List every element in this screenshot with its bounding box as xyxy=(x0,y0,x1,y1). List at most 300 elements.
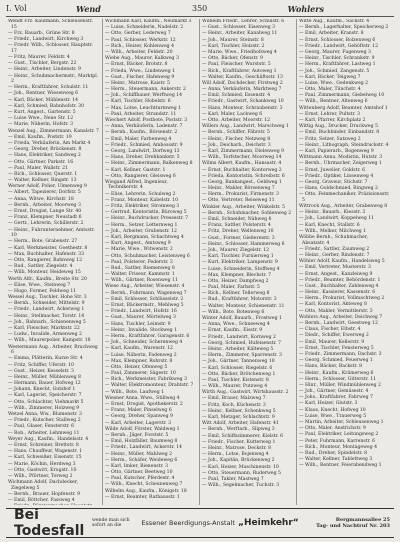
directory-entry: — Otto, Heizer, Ofenweg 5 xyxy=(105,364,168,370)
directory-entry: — Marie, Wwe., Friedhofsweg 4 xyxy=(202,49,277,55)
directory-entry: — Paul, Schlosser, Werkstr. 12 xyxy=(105,37,176,43)
directory-entry: — Max, Klempner, Blechstr. 7 xyxy=(202,272,272,278)
directory-entry: — Hans, Dreher, Drehbankstr. 5 xyxy=(105,155,180,161)
directory-entry: — Otto, Rangierer, Bahnweg 12 xyxy=(8,257,83,263)
directory-entry: — Heinr., Makler, Börsenweg 7 xyxy=(202,186,275,192)
directory-entry: — Ernst, Drogist, Lange Str. 40 xyxy=(8,209,82,215)
directory-entry: — Gust., Schlosser, Eisenweg 3 xyxy=(202,25,276,31)
directory-entry: — Karl, Bäcker, Mühlenstr. 14 xyxy=(8,97,79,103)
directory-entry: — Herm., Zimmerer, Sparrenstr. 3 xyxy=(202,353,282,359)
directory-entry: Wilhelm Friedr., Lehrer, Schulstr. 6 xyxy=(202,19,285,24)
directory-entry: — Ernst, Schlosser, Bolzenweg 6 xyxy=(299,37,376,43)
directory-entry: — Ernst, Lehrer, Pultstr. 3 xyxy=(299,111,361,117)
directory-entry: — Herm., Schlosser, Gitterstr. 11 xyxy=(299,376,377,382)
directory-entry: — Friedr., Landwirt, Ackerweg 1 xyxy=(8,307,85,313)
header-last-entry: Wohlers xyxy=(287,4,324,14)
directory-entry: Wirth Aug., Gastwirt, Wirtshausstr. 2 xyxy=(202,390,289,396)
directory-entry: — Anna, Witwe, Kirchstr. 18 xyxy=(8,196,74,202)
directory-entry: — Marie, Köchin, Herdweg 3 xyxy=(8,461,76,467)
directory-entry: — Herm., Schäfer, Weideweg 6 xyxy=(105,457,178,463)
directory-entry: — Wilh., Arbeiter, Feldstr. 20 xyxy=(105,49,173,55)
directory-entry: — Heinr., Stellmacher, Torstr. 14 xyxy=(8,313,85,319)
page-header xyxy=(6,3,394,15)
directory-entry: — Claus, Fischer, Elbstr. 4 xyxy=(299,327,361,333)
directory-entry: — Heinr., Müller, Mühlenweg 8 xyxy=(8,374,81,380)
directory-entry: — Friedr., Sattler, Zaumweg 2 xyxy=(299,246,370,252)
directory-entry: — Ernst, Bäcker, Brotstr. 8 xyxy=(105,62,168,68)
directory-entry: — Heinr., Bauarb., Kiesstr. 3 xyxy=(299,210,366,216)
directory-entry: — Heinr., Zimmermann, Balkenweg 8 xyxy=(105,161,193,167)
directory-entry: — Fritz, Koch, Küchenstr. 3 xyxy=(202,402,266,408)
directory-entry: — Bernh., Fuhrmann, Wagenweg 7 xyxy=(105,290,187,296)
column-1 xyxy=(6,19,103,505)
directory-entry: — Wilh., Segelmacher, Tuchstr. 3 xyxy=(202,483,280,489)
directory-entry: — Karl, Kontorist, Akteweg 8 xyxy=(299,302,367,308)
directory-entry: Wittrock Aug., Arbeiter, Grabenweg 8 xyxy=(299,204,388,210)
directory-entry: — Max, Buchhalter, Hafenstr. 33 xyxy=(8,251,84,257)
directory-entry: — Heinr., Matrose, Deckstr. 8 xyxy=(202,445,272,451)
directory-entry: — Karl, Fleischer, Marktstr. 22 xyxy=(8,326,80,331)
directory-entry: — Georg, Dreher, Brückenstr. 8 xyxy=(8,147,82,153)
directory-entry: — Karl, Zimmermann, Dielenweg 9 xyxy=(202,148,285,154)
directory-entry: — Otto, Heizer, Dampfweg 2 xyxy=(202,278,269,284)
directory-entry: Wilde Adolf, Förster, Waldweg 1 xyxy=(105,426,180,432)
directory-entry: — Friedr., Fischer, Kutterweg 1 xyxy=(202,439,276,445)
directory-entry: — Joh., Deicharb., Deichstr. 3 xyxy=(202,142,271,148)
directory-entry: — Paul, Zimmermann, Giebelweg 10 xyxy=(299,93,385,99)
directory-entry: — Wilh., Rentner, Feierabendweg 1 xyxy=(299,463,382,469)
directory-entry: — Hans, Monteur, Schraubenstr. 3 xyxy=(202,105,283,111)
directory-entry: — Wilh., Gärtner, Rosenweg 11 xyxy=(105,278,178,284)
directory-entry: — Herm., Kraftfahrer, Garagenstr. 6 xyxy=(105,333,190,339)
directory-entry: — Heinr., Arbeiter, Kanalweg 11 xyxy=(202,31,278,37)
directory-entry: — Friedr. Wilh., Schlosser, Hauptstr. 17 xyxy=(8,43,93,54)
directory-entry: — Gust., Buchhalter, Zahlenweg 4 xyxy=(299,283,379,289)
directory-entry: — Anna, Verkäuferin, Ladenstr. 7 xyxy=(105,124,183,130)
ad-small-line: wende man sich xyxy=(92,517,130,523)
directory-entry: — Walter, Kaufm., Geschäftsstr. 13 xyxy=(202,74,283,80)
directory-entry: — Frieda, Verkäuferin, Am Markt 4 xyxy=(8,140,91,146)
directory-entry: Wittig Aug., Drucker, Druckweg 5 xyxy=(299,124,378,130)
directory-entry: — Friedr., Zimmermann, Dachstr. 3 xyxy=(299,351,382,357)
directory-entry: — Joh., Landwirt, Koppelweg 11 xyxy=(299,216,375,222)
directory-entry: — Otto, Maler, Tünchstr. 4 xyxy=(299,87,361,93)
directory-entry: — Wilh., Bote, Botenweg 6 xyxy=(202,309,265,315)
directory-entry: — Friedr., Landwirt, Gehöftstr. 12 xyxy=(299,43,379,49)
directory-entry: Wichmann Adolf, Dachdecker, Ziegelweg 5 xyxy=(8,480,78,491)
directory-entry: — Fritz, Setzer, Satzweg 2 xyxy=(299,136,361,142)
directory-entry: — Bernh., Lagerhalter, Speicherweg 2 xyxy=(299,25,389,31)
directory-entry: Wittmann Anna, Modistin, Hutstr. 3 xyxy=(299,155,383,161)
directory-entry: Wendt Frz. Kaufmann, Schleusenstr. 15 xyxy=(8,19,93,30)
directory-entry: — Luise, Wwe., Gedenkweg 2 xyxy=(299,80,369,86)
directory-entry: — Paul, Tischler, Kistenstr. 8 xyxy=(202,377,269,383)
directory-entry: — Emil, Vertreter, Musterstr. 3 xyxy=(299,265,371,271)
directory-entry: — Gust., Maurer, Mörtelweg 3 xyxy=(105,315,176,321)
directory-entry: Willers Aug., Landwirt, Marschweg 1 xyxy=(202,124,289,130)
directory-entry: — Ernst, Kaufm., Eisstr. 9 xyxy=(202,328,263,334)
directory-entry: — Marie, Näherin, Hofstr. 3 xyxy=(8,122,73,128)
directory-entry: — Hans, Tischler, Leimstr. 9 xyxy=(105,321,171,327)
directory-entry: — Heinr., Lithograph, Steindruckstr. 4 xyxy=(299,142,389,148)
directory-entry: — Heinr., Buchdrucker, Pressestr. 7 xyxy=(105,216,189,222)
directory-entry: — Elise, Wwe., Steinweg 7 xyxy=(8,282,71,288)
directory-entry: — Georg, Schmied, Hufeisenstr. 7 xyxy=(202,340,281,346)
directory-entry: — Fritz, Schiffer, Uferstr. 10 xyxy=(8,362,74,368)
directory-entry: — Joh., Gärtner, Gemüsestr. 4 xyxy=(299,389,369,395)
directory-entry: Wessel Aug., Tischler, Hohe Str. 3 xyxy=(8,295,87,301)
directory-entry: — Herm., Lotse, Bojenweg 4 xyxy=(202,452,269,458)
directory-entry: — Joh., Rentner, Wiesenweg 6 xyxy=(8,91,79,97)
directory-entry: — Joh., Kapitän, Brückenweg 2 xyxy=(202,458,275,464)
header-first-entry: Wend xyxy=(76,4,101,14)
directory-entry: — Frz. Bauarb., Grüne Str. 8 xyxy=(8,30,75,36)
directory-entry: — Albert, Tapezierer, Dorfstr. 5 xyxy=(8,190,81,196)
directory-entry: Wiegand Alfred, Ingenieur, Technikerstr. 4 xyxy=(105,179,168,191)
directory-entry: — Frieda, Wwe., Lindenweg 1 xyxy=(105,68,176,74)
directory-entry: — Rich., Heizer, Kohlenweg 4 xyxy=(105,43,174,49)
ad-company-type: Essener Beerdigungs-Anstalt xyxy=(141,519,235,527)
directory-entry: Wichmann Karl, Kaufm., Neumarkt 3 xyxy=(105,19,192,24)
directory-entry: — Otto, Vertreter, Reiseweg 11 xyxy=(202,198,275,204)
directory-entry: — Heinr., Müller, Mahlweg 2 xyxy=(105,451,173,457)
directory-entry: — Anna, Wwe., Schneeweg 4 xyxy=(202,322,270,328)
directory-entry: — Ernst, Drogist, Apothekerstr. 2 xyxy=(105,402,183,408)
directory-entry: — Rud., Kraftfahrer, Motorstr. 3 xyxy=(202,297,277,303)
directory-entry: — Gust., Heizer, Kesselstr. 3 xyxy=(8,368,74,374)
directory-entry: — Karl, Metzger, Schlachtstr. 9 xyxy=(202,415,275,420)
directory-entry: — Max, Klempner, Rohrstr. 8 xyxy=(105,358,173,364)
column-4 xyxy=(297,19,394,505)
directory-entry: — Luise Wwe., Neue Str. 12 xyxy=(8,116,74,122)
directory-entry: — Karl, Tischler, Furnierweg 1 xyxy=(202,254,274,260)
directory-entry: Wilms Albert, Kaufm., Hansastr. 4 xyxy=(202,161,282,167)
funeral-advertisement xyxy=(6,508,394,538)
directory-entry: — Karl, Kellner, Gaststr. 1 xyxy=(105,167,166,173)
directory-entry: — Heinr., Invalide, Stockweg 1 xyxy=(105,327,177,333)
directory-entry: — Herm., Steuermann, Ankerstr. 2 xyxy=(105,87,186,93)
directory-entry: — Emil, Schmied, Essenstr. 4 xyxy=(202,93,271,99)
directory-entry: — Heinr., Tischler, Schrankstr. 9 xyxy=(299,56,375,62)
directory-entry: — Gertr., Lehrerin, Schillerstr. 2 xyxy=(8,221,84,227)
directory-entry: — Elise, Lehrerin, Schulweg 2 xyxy=(105,191,176,197)
directory-entry: — Rich., Kraftfahrer, Autoweg 1 xyxy=(202,68,277,74)
directory-entry: — Karl, Maler, Lackweg 6 xyxy=(202,111,263,117)
directory-entry: — Joh., Maurer, Steinstr. 8 xyxy=(202,37,264,43)
directory-entry: — Heinr., Gerber, Rindenstr. 7 xyxy=(299,252,370,258)
directory-entry: — Otto, Gastwirt, Krugstr. 10 xyxy=(8,467,77,473)
directory-entry: — Luise, Wwe., Trauerweg 5 xyxy=(299,413,367,419)
directory-entry: — Rud., Sattler, Riemenweg 8 xyxy=(105,265,175,271)
directory-entry: — Gertrud, Kontoristin, Büroweg 5 xyxy=(105,210,187,216)
column-2 xyxy=(103,19,200,505)
directory-entry: — Franz, Maler, Pinselweg 6 xyxy=(105,408,172,414)
directory-entry: — Karl, Lagerist, Speicherstr. 7 xyxy=(8,393,82,399)
directory-entry: — Otto, Steuermann, Ruderweg 5 xyxy=(202,470,281,476)
directory-entry: — Walter, Kellner, Tablettweg 3 xyxy=(299,457,373,463)
directory-entry: — Heinr., Arbeiter, Kälteweg 5 xyxy=(202,346,274,352)
directory-entry: — Friedr., Optiker, Linsenweg 4 xyxy=(299,173,374,179)
directory-entry: — Franz, Sattler, Polsterstr. 4 xyxy=(202,223,271,229)
directory-entry: — Otto, Gärtner, Beetweg 10 xyxy=(105,470,173,476)
page-number: 350 xyxy=(192,4,208,13)
directory-entry: Witte Aug., Kaufm., Sackstr. 4 xyxy=(299,19,370,24)
directory-entry: — Otto, Arbeiter, Moorstr. 12 xyxy=(202,118,271,123)
directory-entry: — Anna, Verkäuferin, Marktweg 7 xyxy=(202,87,282,93)
ad-company-name: „Heimkehr“ xyxy=(238,518,299,528)
directory-entry: — Ernst, Buchhalter, Kontorweg 2 xyxy=(202,167,282,173)
directory-entry: — Heinr., Fischer, Netzweg 8 xyxy=(202,136,271,142)
directory-entry: — Luise, Schneiderin, Stoffweg 4 xyxy=(202,266,280,272)
directory-entry: — Heinr., Kaufm., Krämerweg 6 xyxy=(299,370,374,376)
directory-entry: — Karl, Werkmeister, Goethestr. 8 xyxy=(8,245,88,251)
directory-entry: — Rud., Sattler, Ziegelstr. 4 xyxy=(8,264,73,270)
directory-entry: — Paul, Elektriker, Leitungsweg 2 xyxy=(299,432,379,438)
directory-entry: — Marie, Wwe., Witwenstr. 2 xyxy=(105,247,173,253)
directory-entry: — Karl, Tischler, Holzstr. 2 xyxy=(202,43,265,49)
directory-entry: — Wilh., Maurer, Putzweg 4 xyxy=(202,384,268,390)
directory-entry: — Willi, Monteur, Heideweg 15 xyxy=(8,270,81,276)
directory-entry: — Fritz, Dreher, Wellenweg 10 xyxy=(202,229,274,235)
directory-entry: — Wilh., Maurerpolier, Kampstr. 18 xyxy=(8,338,91,344)
directory-entry: — Ernst, Tischler, Fensterweg 5 xyxy=(299,345,374,351)
directory-entry: — Emil, Schneider, Nähweg 8 xyxy=(202,217,272,222)
directory-entry: Wilhelm Aug., Kaufm., Königstr. 18 xyxy=(105,488,187,494)
directory-entry: — Herm., Prokurist, Firmenstr. 3 xyxy=(202,192,279,198)
directory-entry: — Paul, Maler, Wallstr. 21 xyxy=(8,165,68,171)
ad-small-text xyxy=(92,518,134,529)
directory-entry: — Wilh., Torfstecher, Moorweg 14 xyxy=(202,155,282,161)
directory-entry: — Walter, Friseur, Kammstr. 1 xyxy=(105,272,175,278)
directory-entry: — Emil, Kaufm., Poststr. 19 xyxy=(8,134,72,140)
directory-entry: — Fritz, Elektriker, Stromweg 3 xyxy=(105,204,180,210)
directory-entry: — Emil, Holzfäller, Baumweg 8 xyxy=(105,439,178,445)
directory-entry: — Klaus, Knecht, Hofweg 10 xyxy=(299,407,366,413)
directory-entry: — Ernst, Juwelier, Goldstr. 6 xyxy=(299,167,365,173)
directory-entry: — Walter, Monteur, Schienenstr. 11 xyxy=(202,303,285,309)
directory-entry: — Heinr., Matrose, Kaistr. 5 xyxy=(105,80,170,86)
directory-entry: — Max, Lotse, Leuchtturmweg 1 xyxy=(105,105,182,111)
directory-entry: — Joh., Gärtner, Tannenweg 10 xyxy=(202,359,275,365)
directory-entry: — Georg, Maurer, Fugenweg 3 xyxy=(299,49,371,55)
header-volume: I. Vol xyxy=(6,4,27,13)
directory-entry: — Hans, Goldschmied, Ringweg 2 xyxy=(299,186,378,192)
directory-entry: Westermann Aug., Arbeiter, Bruchweg 6 xyxy=(8,344,98,356)
directory-entry: Wittenberg Adolf, Beamter, Amtshof 1 xyxy=(299,105,388,111)
directory-entry: Wiechert Adolf, Postbote, Poststr. 3 xyxy=(105,118,188,123)
directory-entry: — Otto, Rangierer, Gleisweg 6 xyxy=(105,173,176,179)
directory-entry: — Ludw., Invalide, Armenweg 2 xyxy=(8,332,82,338)
directory-entry: — Karl, Bergmann, Schachtweg 4 xyxy=(105,234,184,240)
directory-entry: — Bernh., Kaufm., Börsenstr. 2 xyxy=(105,130,178,136)
directory-entry: — Wilh., Pförtner, Torweg 2 xyxy=(8,473,73,479)
directory-entry: — Joh., Maurer, Ziegelstr. 12 xyxy=(202,247,270,253)
directory-entry: — Franz, Monteur, Kabelstr. 10 xyxy=(105,197,178,203)
directory-entry xyxy=(8,504,100,505)
directory-entry: — Hugo, Former, Feldweg 11 xyxy=(8,288,77,294)
directory-entry: Wetzel Anna, Ww., Blumenstr. 3 xyxy=(8,412,82,418)
directory-entry: — Bernh., Schuhmacher, Sohlenweg 2 xyxy=(202,210,292,216)
directory-entry: Wöbbe Bernh., Schuhmacher, Absatzstr. 4 xyxy=(299,234,368,246)
directory-entry: — Bernh., Landwirt, Geestweg 12 xyxy=(299,321,378,326)
directory-entry: Winter Adolf, Bauarb., Frostweg 1 xyxy=(202,316,282,321)
directory-entry: Wöhler Adolf, Kaufm., Handelsweg 5 xyxy=(299,259,385,265)
directory-entry: — Johs., Kraftfahrer, Fahrweg 7 xyxy=(299,395,373,401)
directory-entry: — Ernst, Angest., Kanzleiweg 9 xyxy=(299,271,373,277)
directory-entry: — Heinr., Fuhrunternehmer, Amtsstr. 10 xyxy=(8,227,95,239)
directory-entry: — Otto, Bäcker, Brötchenweg 1 xyxy=(202,371,276,377)
directory-entry: — Hans, Chauffeur, Wagenstr. 1 xyxy=(8,449,83,455)
directory-entry: — Bernh., Schiffer, Fährstr. 5 xyxy=(202,130,270,136)
directory-entry: — Heinr., Schlosser, Hammerweg 6 xyxy=(202,241,285,247)
directory-entry: — Friedr., Landwirt, Kornweg 2 xyxy=(202,334,276,340)
directory-entry: — Karl, Pfarrer, Kirchplatz 2 xyxy=(299,118,366,123)
directory-entry: — Emma, Plätterin, Kurze Str. 4 xyxy=(8,356,83,362)
directory-entry: — Wilh., Rentner, Altenweg 6 xyxy=(299,99,368,105)
directory-entry: — Karl, Schlosser, Riegelstr. 6 xyxy=(202,365,273,371)
directory-entry: — Friedr., Landwirt, Hofstr. 16 xyxy=(105,309,177,315)
directory-entry: — Diedr., Schiffer, Ewerweg 2 xyxy=(299,333,369,339)
directory-entry: — Peter, Fuhrmann, Karrenstr. 6 xyxy=(299,438,376,444)
directory-entry: — Rud., Dreher, Spindelstr. 8 xyxy=(299,450,368,456)
directory-entry: — Luise, Näherin, Fadenweg 2 xyxy=(105,352,177,358)
directory-entry: — Bernh., Arbeiter, Moorweg 3 xyxy=(8,202,81,208)
directory-entry: Wohlers Aug., Arbeiter, Deichweg 7 xyxy=(299,314,383,320)
directory-entry: — Friedr., Landwirt, Kirchweg 3 xyxy=(8,36,84,42)
directory-entry: — Ernst, Beamter, Rathausstr. 1 xyxy=(105,494,180,500)
ad-phone: Tag- und Nachtruf Nr. 203 xyxy=(316,523,390,529)
directory-entry: — Karl, Tischler, Hobelstr. 6 xyxy=(105,99,171,105)
directory-entry: — Wilh., Zimmerer, Holzweg 9 xyxy=(8,405,80,411)
directory-entry: — Hans, Bäcker, Backstr. 8 xyxy=(299,364,363,370)
directory-entry: Werner Adolf, Polier, Ulmenweg 9 xyxy=(8,184,87,190)
directory-entry: — Frieda, Kontoristin, Schreibstr. 6 xyxy=(202,173,285,179)
directory-entry: — Georg, Bankangest., Geldweg 1 xyxy=(202,179,282,185)
directory-entry: — Wilh., Melker, Milchweg 1 xyxy=(299,228,367,234)
directory-entry: — Gust., Former, Gießereistr. 3 xyxy=(202,235,275,241)
directory-entry: — Georg, Schmied, Feuerweg 1 xyxy=(299,358,373,364)
directory-entry: — Joh., Schiffbauer, Werftweg 14 xyxy=(105,93,183,99)
directory-entry: — Emil, Maler, Farbenweg 4 xyxy=(105,136,172,142)
directory-entry: — Bernh., Schneider, Mittelstr. 9 xyxy=(8,301,85,307)
directory-entry: — Ernst, Schreiner, Brettstr. 8 xyxy=(8,442,79,448)
directory-entry: — Karl, Heizer, Glutstr. 3 xyxy=(299,401,358,407)
directory-entry: — Friedr., Landwirt, Ackerstr. 14 xyxy=(105,445,182,451)
directory-entry: — Herm., Kraftfahrer, Lastweg 1 xyxy=(299,62,376,68)
directory-entry: — Walter, Elektromonteur, Drahtstr. 7 xyxy=(105,383,194,389)
directory-entry: — Joh., Schmied, Zangenstr. 5 xyxy=(299,68,370,74)
directory-entry: — Karl, Schweißer, Eisenstr. 15 xyxy=(8,455,82,461)
directory-entry: — Paul, Maler, Farbstr. 5 xyxy=(202,285,260,291)
directory-entry: — Paul, Fleischer, Wurststr. 5 xyxy=(202,62,271,68)
directory-entry: — Joh., Schneider, Scherenweg 4 xyxy=(105,340,183,346)
directory-entry: — Wilh., Knecht, Scheunenweg 7 xyxy=(105,482,183,488)
ad-small-line: sofort an die xyxy=(92,523,122,528)
directory-entry: — Emil, Schlosser, Schlüsselstr. 2 xyxy=(105,296,184,302)
directory-entry: — Wilh., Bote, Laufweg 1 xyxy=(105,389,165,395)
directory-entry: — Rich., Schlosser, Querstr. 1 xyxy=(8,171,78,177)
column-3 xyxy=(200,19,297,505)
directory-entry: — Friedr., Kutscher, Stallweg 2 xyxy=(8,418,81,424)
directory-entry: Wiesner Anna, Wwe., Stillweg 4 xyxy=(105,395,180,401)
directory-entry: — Kurt, Angest., Amtsweg 9 xyxy=(105,241,171,247)
directory-entry: — Friedr., Schmied, Ambossstr. 9 xyxy=(105,142,183,148)
directory-entry: — Otto, Maler, Anstrichstr. 9 xyxy=(299,426,366,432)
directory-entry: — Emil, Brauer, Malzweg 7 xyxy=(202,396,266,402)
directory-entry: — Heinr., Schuhmachermstr., Marktpl. 2 xyxy=(8,73,99,85)
directory-entry: — Heinr., Kellner, Schenkweg 5 xyxy=(202,408,276,414)
directory-entry: — Franz, Klempner, Neustadt 6 xyxy=(8,215,82,221)
directory-entry: Winkler Aug., Arbeiter, Winkelstr. 5 xyxy=(202,204,285,210)
directory-entry: — Emil, Schiffszimmerer, Kielstr. 6 xyxy=(202,433,284,439)
directory-entry: — Friedr., Beamter, Behördenstr. 1 xyxy=(299,277,381,283)
ad-company xyxy=(134,518,306,528)
directory-entry: — Otto, Feinmechaniker, Präzisionsstr. 5 xyxy=(299,192,390,203)
directory-entry: — Otto, Schuhmacher, Leistenweg 6 xyxy=(105,253,190,259)
directory-entry: — Heinr., Arbeiter, Lindenstr. 9 xyxy=(8,67,81,73)
ad-address: Bergmannsallee 25 xyxy=(335,516,390,523)
directory-entry: Wiese Aug., Arbeiter, Wiesenstr. 4 xyxy=(105,284,185,290)
directory-entry: — Herm., Prokurist, Vollmachtweg 2 xyxy=(299,296,385,302)
directory-entry: Wiebe Aug., Maurer, Kalkweg 3 xyxy=(105,56,179,62)
directory-entry: — Joh., Arbeiter, Grubenstr. 12 xyxy=(105,228,177,234)
directory-entry: — Karl, Schmied, Bahnhofstr. 30 xyxy=(8,103,85,109)
directory-entry: — Emil, Maurer, Kellerstr. 9 xyxy=(299,339,365,345)
directory-entry: — Paul, Zimmerer, Sägestr. 10 xyxy=(105,371,176,377)
directory-entry: — Karl, Papierarb., Bogenweg 9 xyxy=(299,148,374,154)
directory-entry: — Friedr., Gastwirt, Schankweg 10 xyxy=(202,99,284,105)
directory-entry: — Bernh., Jäger, Forststr. 5 xyxy=(105,432,169,438)
directory-entry: — Emil, Böttcher, Fassweg 4 xyxy=(8,498,75,504)
directory-entry: — Bernh., Uhrmacher, Zeigerweg 1 xyxy=(299,161,382,167)
directory-entry: — Johann, Knecht, Gutshof 1 xyxy=(8,387,76,393)
directory-entry: — Paul, Arbeiter, Strandstr. 11 xyxy=(105,111,177,117)
directory-entry: — Otto, Bäcker, Ofenstr. 9 xyxy=(202,56,263,62)
directory-entry: — Bernh., Werftarb., Slipweg 3 xyxy=(202,427,275,433)
directory-entry: — Rich., Kellner, Tellerweg 8 xyxy=(202,291,270,297)
directory-entry: — Karl, Arbeiter, Lagerstr. 3 xyxy=(105,420,172,426)
directory-entry: — Karl, Imker, Bienenstr. 3 xyxy=(105,463,169,469)
directory-entry: — Karl, Heizer, Maschinenstr. 10 xyxy=(202,464,279,470)
directory-entry: — Georg, Dreher, Spanweg 9 xyxy=(105,414,173,420)
directory-entry: — Gust., Fischer, Hafenweg 9 xyxy=(105,74,175,80)
directory-entry: — Hermann, Bauer, Hofweg 12 xyxy=(8,381,81,387)
directory-entry: — Paul, Takler, Mastweg 7 xyxy=(202,476,264,482)
directory-entry: — Heinr., Kassierer, Kassenstr. 6 xyxy=(299,290,376,296)
directory-entry: — Paul, Kutscher, Pferdestr. 4 xyxy=(105,476,175,482)
directory-entry: — Herm., Setzer, Letternweg 1 xyxy=(105,222,178,228)
directory-entry: — Walter, Kellner, Ringstr. 13 xyxy=(8,178,77,184)
directory-entry: Werth Alfr., Kaufm., Breite Str. 20 xyxy=(8,276,87,282)
directory-entry: Witt Adolf, Arbeiter, Hafenstr. 41 xyxy=(202,421,279,427)
directory-entry: — Rich., Werkmeister, Fabrikweg 3 xyxy=(105,377,187,383)
directory-entry: — Karl, Knecht, Stallstr. 6 xyxy=(299,222,360,228)
directory-entry: — Otto, Makler, Vermittlerstr. 3 xyxy=(299,308,373,314)
directory-entry: — Otto, Gärtner, Parkstr. 16 xyxy=(8,159,74,165)
directory-entry: — Kurt, Elektriker, Lampenstr. 9 xyxy=(202,260,278,266)
directory-entry: — Karl, Kaufm., Warenstr. 12 xyxy=(105,346,173,352)
directory-entry: Weyer Aug., Kaufm., Handelsstr. 4 xyxy=(8,436,89,442)
directory-entry: — Gust., Tischler, Bergstr. 22 xyxy=(8,61,77,67)
directory-entry: — Bernh., Brauer, Hopfenstr. 9 xyxy=(8,491,81,497)
directory-entry: — Kurt, Angest., Gartenstr. 5 xyxy=(8,110,76,116)
directory-entry: — Georg, Landwirt, Dorfweg 13 xyxy=(105,148,180,154)
directory-entry: — Rob., Arbeiter, Lehmweg 11 xyxy=(8,430,80,436)
directory-entry: — Fritz, Maurer, Feldstr. 4 xyxy=(8,54,70,60)
directory-columns xyxy=(6,19,394,505)
directory-entry: — Luise, Schneiderin, Nadelstr. 2 xyxy=(105,25,184,31)
directory-entry: Will Adolf, Dachdecker, Firstweg 2 xyxy=(202,80,283,86)
